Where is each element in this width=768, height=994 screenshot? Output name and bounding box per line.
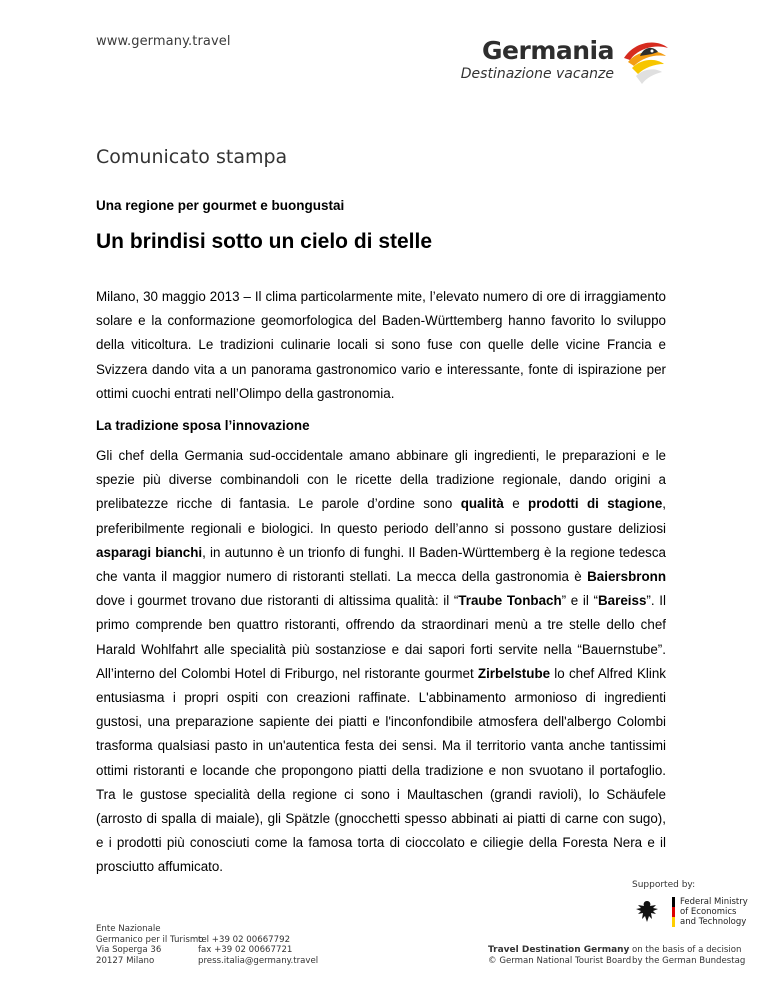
decision-line: on the basis of a decision <box>632 945 742 955</box>
tdg-copyright: © German National Tourist Board <box>488 955 632 966</box>
highlight-term: Traube Tonbach <box>458 593 562 609</box>
ministry-line: Federal Ministry <box>680 897 748 907</box>
body-paragraph <box>96 444 666 880</box>
body-text: lo chef Alfred Klink entusiasma i propri ospiti con creazioni raffinate. L'abbinamento armonioso di ingredienti gustosi, una preparazione sapiente dei piatti e l'inconfondibile atmosfera dell'albergo Colombi trasforma qualsiasi pasto in un'autentica festa dei sensi. Ma il territorio vanta anche tantissimi ottimi ristoranti e locande che propongono piatti della tradizione e non svuotano il portafoglio. Tra le gustose specialità della regione ci sono i Maultaschen (grandi ravioli), lo Schäufele (arrosto di spalla di maiale), gli Spätzle (gnocchetti spesso abbinati ai piatti di carne con sugo), e i prodotti più conosciuti come la famosa torta di cioccolato e ciliegie della Foresta Nera e il prosciutto affumicato. <box>96 665 666 875</box>
body-text: dove i gourmet trovano due ristoranti di altissima qualità: il “ <box>96 593 459 609</box>
address-line: Germanico per il Turismo <box>96 934 204 945</box>
article-headline: Un brindisi sotto un cielo di stelle <box>96 230 433 253</box>
body-text: Gli chef della Germania sud-occidentale amano abbinare gli ingredienti, le preparazioni e le spezie più diverse combinandoli con le ricette della tradizione regionale, dando origini a prelibatezze ricche di fantasia. Le parole d’ordine sono <box>96 448 666 512</box>
supported-by-label: Supported by: <box>632 880 696 890</box>
decision-line: by the German Bundestag <box>632 955 746 966</box>
body-text: , preferibilmente regionali e biologici. In questo periodo dell’anno si possono gustare deliziosi <box>96 496 667 536</box>
address-line: Via Soperga 36 <box>96 945 162 955</box>
federal-eagle-icon <box>632 898 662 926</box>
germany-bird-logo-icon <box>616 36 672 88</box>
contact-email[interactable]: press.italia@germany.travel <box>198 955 319 966</box>
highlight-term: Zirbelstube <box>477 665 551 681</box>
contact-phone: tel +39 02 00667792 <box>198 934 291 945</box>
body-text: ” e il “ <box>561 593 599 609</box>
footer-tdg <box>488 945 631 966</box>
press-release-label: Comunicato stampa <box>96 146 288 168</box>
footer-address <box>96 924 203 966</box>
article-body <box>96 285 666 880</box>
highlight-term: Bareiss <box>598 593 647 609</box>
federal-ministry-logo <box>672 897 748 927</box>
intro-paragraph: Milano, 30 maggio 2013 – Il clima particolarmente mite, l’elevato numero di ore di irraggiamento solare e la conformazione geomorfologica del Baden-Württemberg hanno favorito lo sviluppo della viticoltura. Le tradizioni culinarie locali si sono fuse con quelle delle vicine Francia e Svizzera dando vita a un panorama gastronomico vario e interessante, fonte di ispirazione per ottimi cuochi entrati nell’Olimpo della gastronomia. <box>96 289 666 401</box>
article-kicker: Una regione per gourmet e buongustai <box>96 198 345 213</box>
german-flag-stripe <box>672 897 675 927</box>
website-url: www.germany.travel <box>96 34 231 49</box>
ministry-line: of Economics <box>680 907 737 917</box>
footer-contact <box>198 935 318 967</box>
address-line: Ente Nazionale <box>96 924 161 934</box>
highlight-term: prodotti di stagione <box>528 496 663 512</box>
footer-decision <box>632 945 745 966</box>
body-text: ”. Il primo comprende ben quattro ristoranti, offrendo da straordinari menù a tre stelle dello chef Harald Wohlfahrt alle specialità più sostanziose e dai sapori forti servite nella “Bauernstube”. All’interno del Colombi Hotel di Friburgo, nel ristorante gourmet <box>96 593 666 681</box>
brand-logo-block <box>452 36 672 86</box>
address-line: 20127 Milano <box>96 955 155 966</box>
highlight-term: Baiersbronn <box>587 569 666 585</box>
highlight-term: qualità <box>460 496 504 512</box>
section-subheading: La tradizione sposa l’innovazione <box>96 418 310 434</box>
tdg-title: Travel Destination Germany <box>488 945 630 955</box>
body-text: e <box>503 496 529 512</box>
ministry-line: and Technology <box>680 917 747 927</box>
body-text: , in autunno è un trionfo di funghi. Il Baden-Württemberg è la regione tedesca che vanta il maggior numero di ristoranti stellati. La mecca della gastronomia è <box>96 544 666 585</box>
highlight-term: asparagi bianchi <box>96 544 203 560</box>
contact-fax: fax +39 02 00667721 <box>198 945 293 955</box>
brand-name: Germania <box>482 36 614 65</box>
brand-subtitle: Destinazione vacanze <box>460 66 614 82</box>
